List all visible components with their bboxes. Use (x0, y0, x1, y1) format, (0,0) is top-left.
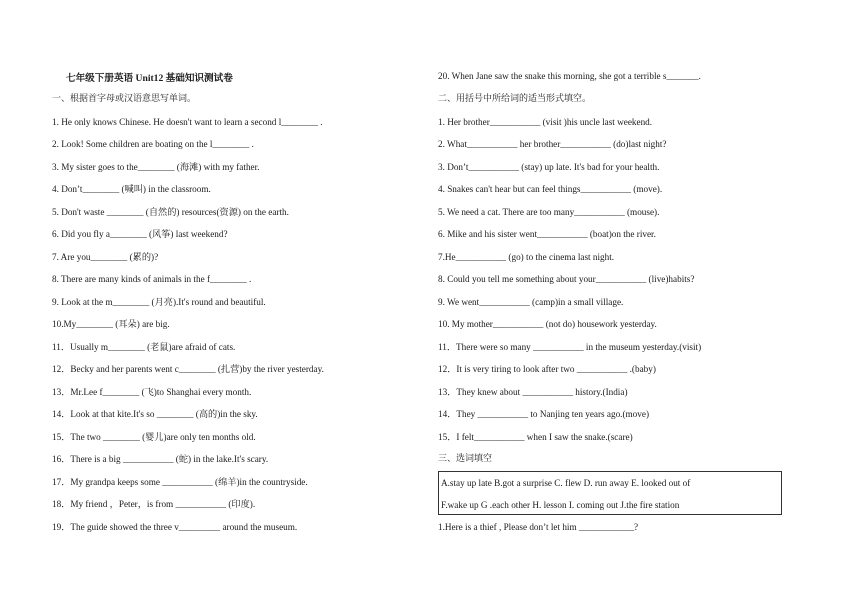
question-line: 7. Are you________ (累的)? (52, 252, 159, 262)
question-line: 18．My friend ，Peter，is from ___________ (印度). (52, 499, 256, 509)
question-line: 2. Look! Some children are boating on the l________ . (52, 139, 254, 149)
question-line: 12．Becky and her parents went c________ (扎营)by the river yesterday. (52, 364, 324, 374)
question-line: 9. We went___________ (camp)in a small village. (438, 297, 624, 307)
question-line: 4. Don’t________ (喊叫) in the classroom. (52, 184, 211, 194)
section-heading-3: 三、选词填空 (438, 454, 493, 464)
question-line: 7.He___________ (go) to the cinema last night. (438, 252, 615, 262)
question-line: 3. Don’t___________ (stay) up late. It's bad for your health. (438, 162, 660, 172)
question-line: 19．The guide showed the three v_________ around the museum. (52, 522, 298, 532)
question-line: 9. Look at the m________ (月亮).It's round and beautiful. (52, 297, 266, 307)
question-line: 1. He only knows Chinese. He doesn't want to learn a second l________ . (52, 117, 323, 127)
question-line: 8. Could you tell me something about your___________ (live)habits? (438, 274, 695, 284)
question-line: 10.My________ (耳朵) are big. (52, 319, 170, 329)
word-bank-row: A.stay up late B.got a surprise C. flew D. run away E. looked out of (441, 478, 691, 488)
question-line: 3. My sister goes to the________ (海滩) with my father. (52, 162, 260, 172)
question-line: 14．Look at that kite.It's so ________ (高的)in the sky. (52, 409, 258, 419)
section-heading-1: 一、根据首字母或汉语意思写单词。 (52, 94, 197, 104)
question-line: 8. There are many kinds of animals in the f________ . (52, 274, 252, 284)
word-bank-row: F.wake up G .each other H. lesson I. coming out J.the fire station (441, 500, 680, 510)
question-line: 11．Usually m________ (老鼠)are afraid of cats. (52, 342, 236, 352)
question-line: 1.Here is a thief , Please don’t let him ____________? (438, 522, 639, 532)
question-line: 10. My mother___________ (not do) housework yesterday. (438, 319, 657, 329)
question-line: 5. Don't waste ________ (自然的) resources(资源) on the earth. (52, 207, 289, 217)
word-bank-box (438, 471, 782, 515)
question-line: 15．The two ________ (婴儿)are only ten months old. (52, 432, 256, 442)
question-line: 6. Mike and his sister went___________ (boat)on the river. (438, 229, 656, 239)
question-line: 16．There is a big ___________ (蛇) in the lake.It's scary. (52, 454, 269, 464)
question-line: 13．They knew about ___________ history.(India) (438, 387, 628, 397)
section-heading-2: 二、用括号中所给词的适当形式填空。 (438, 94, 592, 104)
question-line: 1. Her brother___________ (visit )his uncle last weekend. (438, 117, 653, 127)
question-line: 12．It is very tiring to look after two ___________ .(baby) (438, 364, 656, 374)
question-line: 6. Did you fly a________ (风筝) last weekend? (52, 229, 228, 239)
question-line: 17．My grandpa keeps some ___________ (绵羊)in the countryside. (52, 477, 308, 487)
question-line: 5. We need a cat. There are too many___________ (mouse). (438, 207, 660, 217)
question-line: 2. What___________ her brother___________ (do)last night? (438, 139, 667, 149)
question-line: 15．I felt___________ when I saw the snake.(scare) (438, 432, 633, 442)
question-line: 20. When Jane saw the snake this morning, she got a terrible s_______. (438, 71, 701, 81)
question-line: 14．They ___________ to Nanjing ten years ago.(move) (438, 409, 650, 419)
question-line: 11．There were so many ___________ in the museum yesterday.(visit) (438, 342, 702, 352)
page-title: 七年级下册英语 Unit12 基础知识测试卷 (66, 73, 233, 84)
question-line: 4. Snakes can't hear but can feel things___________ (move). (438, 184, 663, 194)
question-line: 13．Mr.Lee f________ (飞)to Shanghai every month. (52, 387, 252, 397)
